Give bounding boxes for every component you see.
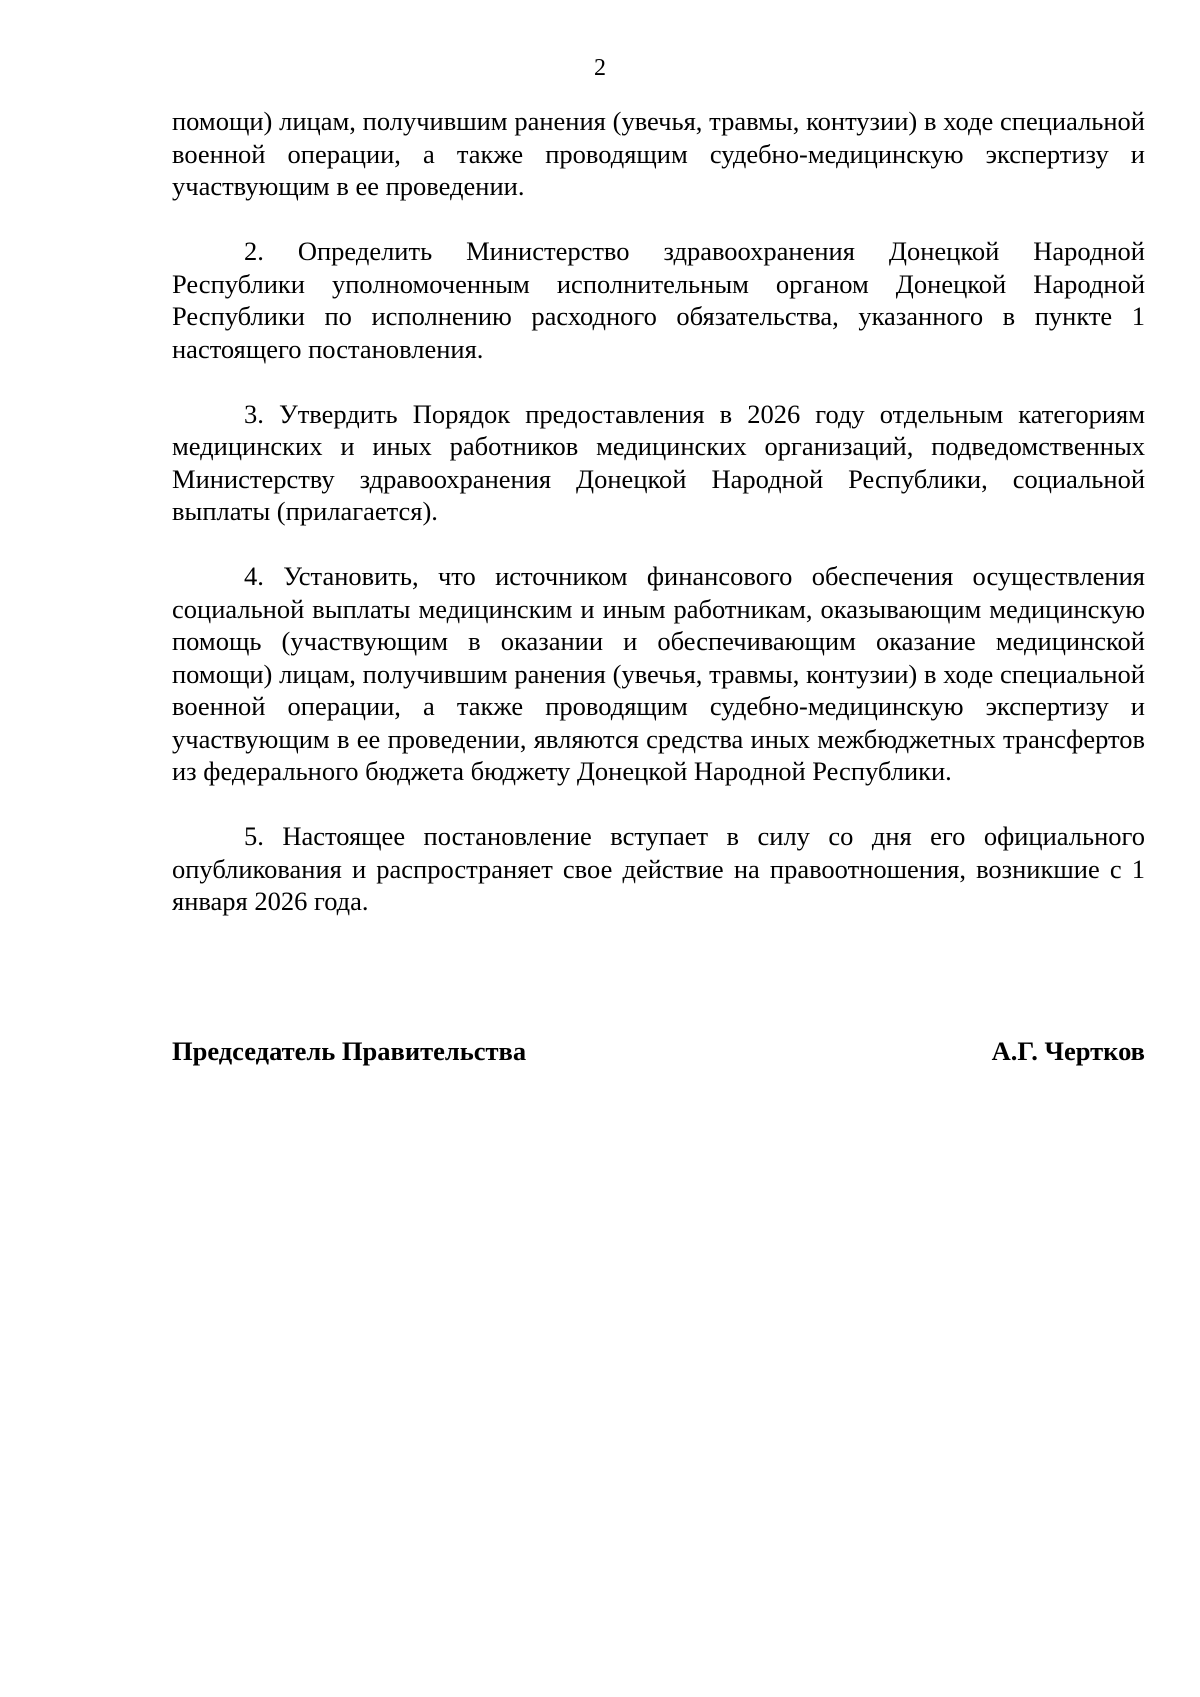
document-body [172, 105, 1145, 918]
paragraph-item-5: 5. Настоящее постановление вступает в силу со дня его официального опубликования и распространяет свое действие на правоотношения, возникшие с 1 января 2026 года. [172, 821, 1145, 916]
paragraph-continuation: помощи) лицам, получившим ранения (увечья, травмы, контузии) в ходе специальной военной операции, а также проводящим судебно-медицинскую экспертизу и участвующим в ее проведении. [172, 106, 1145, 201]
signatory-position: Председатель Правительства [172, 1036, 527, 1066]
paragraph-item-4: 4. Установить, что источником финансового обеспечения осуществления социальной выплаты медицинским и иным работникам, оказывающим медицинскую помощь (участвующим в оказании и обеспечивающим оказание медицинской помощи) лицам, получившим ранения (увечья, травмы, контузии) в ходе специальной военной операции, а также проводящим судебно-медицинскую экспертизу и участвующим в ее проведении, являются средства иных межбюджетных трансфертов из федерального бюджета бюджету Донецкой Народной Республики. [172, 561, 1145, 786]
paragraph-item-3: 3. Утвердить Порядок предоставления в 2026 году отдельным категориям медицинских и иных работников медицинских организаций, подведомственных Министерству здравоохранения Донецкой Народной Республики, социальной выплаты (прилагается). [172, 398, 1145, 526]
page-number: 2 [594, 55, 606, 81]
paragraph-item-2: 2. Определить Министерство здравоохранения Донецкой Народной Республики уполномоченным исполнительным органом Донецкой Народной Республики по исполнению расходного обязательства, указанного в пункте 1 настоящего постановления. [172, 236, 1145, 364]
signature-block [172, 1035, 1145, 1067]
signatory-name: А.Г. Чертков [991, 1036, 1145, 1066]
